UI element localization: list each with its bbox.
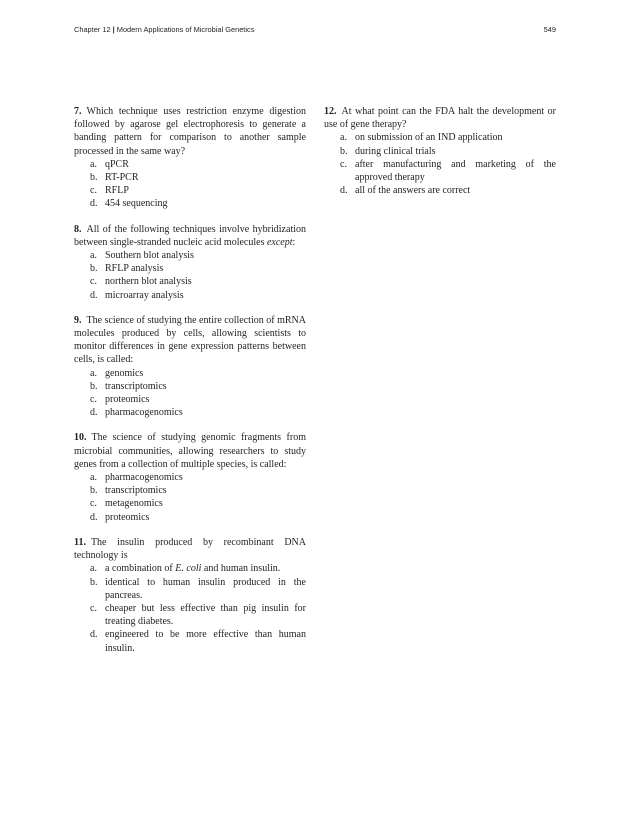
answer-option (74, 158, 306, 171)
option-text: qPCR (105, 158, 129, 170)
option-letter: c. (340, 158, 347, 170)
question-stem (74, 431, 306, 471)
question-text: Which technique uses restriction enzyme digestion followed by agarose gel electrophoresis to generate a banding pattern for comparison to another sample processed in the same way? (74, 106, 306, 157)
option-text: RT-PCR (105, 172, 139, 184)
question-stem (74, 105, 306, 158)
answer-option (74, 289, 306, 302)
answer-option (74, 367, 306, 380)
answer-option (74, 602, 306, 628)
option-letter: d. (90, 511, 98, 523)
option-text: pharmacogenomics (105, 472, 183, 484)
question-text: At what point can the FDA halt the development or use of gene therapy? (324, 106, 556, 131)
answer-option (74, 197, 306, 210)
question-7 (74, 105, 306, 211)
option-text-emphasis: E. coli (175, 563, 202, 575)
question-11 (74, 536, 306, 655)
option-text: transcriptomics (105, 380, 167, 392)
option-letter: b. (90, 485, 98, 497)
option-text: all of the answers are correct (355, 185, 471, 197)
question-number: 9. (74, 314, 82, 326)
option-letter: b. (90, 263, 98, 275)
option-letter: a. (90, 158, 97, 170)
page-header (74, 25, 556, 37)
option-text: northern blot analysis (105, 276, 192, 288)
question-text: All of the following techniques involve hybridization between single-stranded nucleic acid molecules (74, 223, 306, 248)
answer-option (74, 262, 306, 275)
option-text: RFLP (105, 185, 129, 197)
question-text: The insulin produced by recombinant DNA technology is (74, 536, 306, 562)
option-letter: c. (90, 276, 97, 288)
option-letter: d. (340, 185, 348, 197)
answer-options (324, 131, 556, 197)
option-text: pharmacogenomics (105, 407, 183, 419)
answer-option (324, 184, 556, 197)
answer-options (74, 471, 306, 524)
option-text: identical to human insulin produced in the pancreas. (105, 576, 306, 601)
answer-options (74, 562, 306, 654)
option-letter: d. (90, 407, 98, 419)
question-stem (324, 105, 556, 131)
option-text: after manufacturing and marketing of the approved therapy (355, 158, 556, 184)
question-number: 10. (74, 432, 87, 444)
option-letter: c. (90, 185, 97, 197)
answer-option (74, 471, 306, 484)
option-text: genomics (105, 367, 144, 379)
option-text: proteomics (105, 511, 150, 523)
question-text: The science of studying genomic fragments from microbial communities, allowing researchers to study genes from a collection of multiple species, is called: (74, 432, 306, 470)
answer-option (74, 275, 306, 288)
answer-option (74, 393, 306, 406)
question-8 (74, 223, 306, 302)
option-letter: a. (90, 250, 97, 262)
answer-options (74, 367, 306, 420)
answer-option (74, 628, 306, 654)
answer-option (74, 484, 306, 497)
chapter-separator: | (112, 25, 115, 34)
answer-option (74, 249, 306, 262)
question-stem (74, 536, 306, 562)
question-number: 11. (74, 536, 86, 548)
option-text: engineered to be more effective than human insulin. (105, 629, 306, 654)
right-column (324, 105, 556, 209)
chapter-title: Modern Applications of Microbial Genetics (116, 25, 255, 34)
chapter-prefix: Chapter 12 (74, 25, 111, 34)
option-text: metagenomics (105, 498, 163, 510)
option-letter: b. (90, 380, 98, 392)
question-12 (324, 105, 556, 197)
option-text-end: and human insulin. (203, 563, 281, 575)
answer-options (74, 249, 306, 302)
option-letter: a. (90, 367, 97, 379)
answer-option (74, 171, 306, 184)
question-stem (74, 314, 306, 367)
option-letter: d. (90, 198, 98, 210)
question-text-end: : (292, 236, 296, 248)
option-text: microarray analysis (105, 289, 184, 301)
option-letter: b. (340, 145, 348, 157)
answer-option (324, 158, 556, 184)
option-text: Southern blot analysis (105, 250, 194, 262)
answer-options (74, 158, 306, 211)
option-letter: a. (90, 472, 97, 484)
option-letter: a. (90, 563, 97, 575)
option-text: 454 sequencing (105, 198, 168, 210)
question-number: 8. (74, 223, 82, 235)
answer-option (74, 511, 306, 524)
question-number: 7. (74, 106, 82, 117)
option-letter: c. (90, 394, 97, 406)
page-number: 549 (543, 25, 556, 34)
option-letter: c. (90, 498, 97, 510)
chapter-heading (74, 25, 254, 34)
answer-option (74, 497, 306, 510)
question-stem (74, 223, 306, 249)
answer-option (74, 184, 306, 197)
option-text: proteomics (105, 394, 150, 406)
answer-option (74, 562, 306, 575)
option-letter: b. (90, 576, 98, 588)
question-10 (74, 431, 306, 523)
option-letter: c. (90, 602, 97, 614)
option-text: cheaper but less effective than pig insulin for treating diabetes. (105, 602, 306, 628)
option-text: during clinical trials (355, 145, 436, 157)
answer-option (324, 145, 556, 158)
option-letter: a. (340, 132, 347, 144)
answer-option (74, 380, 306, 393)
answer-option (74, 406, 306, 419)
option-letter: d. (90, 289, 98, 301)
option-text: on submission of an IND application (355, 132, 503, 144)
option-text: transcriptomics (105, 485, 167, 497)
option-letter: d. (90, 629, 98, 641)
left-column (74, 105, 306, 667)
question-text: The science of studying the entire collection of mRNA molecules produced by cells, allowing scientists to monitor differences in gene expression patterns between cells, is called: (74, 314, 306, 366)
question-9 (74, 314, 306, 420)
option-letter: b. (90, 172, 98, 184)
question-text-emphasis: except (266, 236, 293, 248)
answer-option (74, 576, 306, 602)
question-number: 12. (324, 106, 337, 117)
option-text: RFLP analysis (105, 263, 164, 275)
answer-option (324, 131, 556, 144)
option-text: a combination of (105, 563, 173, 575)
